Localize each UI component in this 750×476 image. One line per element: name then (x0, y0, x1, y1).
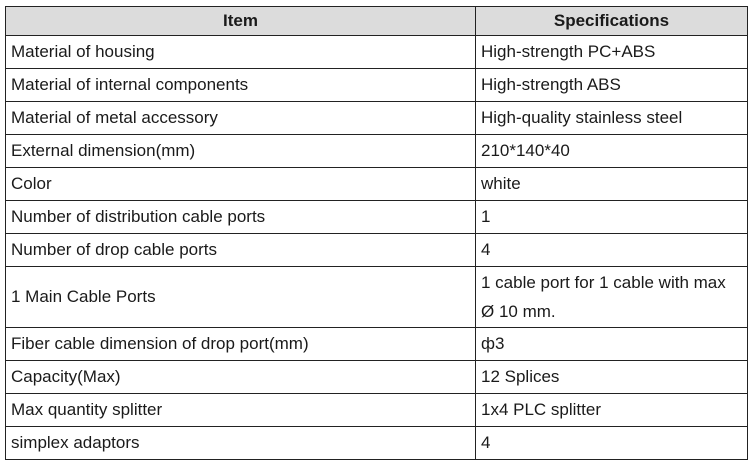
spec-cell: 1 (476, 201, 748, 234)
spec-cell: ф3 (476, 328, 748, 361)
item-cell: Number of drop cable ports (6, 234, 476, 267)
table-header-row (6, 7, 748, 36)
item-cell: Color (6, 168, 476, 201)
item-cell: External dimension(mm) (6, 135, 476, 168)
table-row (6, 168, 748, 201)
table-row (6, 394, 748, 427)
table-row (6, 135, 748, 168)
spec-table (5, 6, 748, 460)
item-cell: Material of housing (6, 36, 476, 69)
header-specifications: Specifications (476, 7, 748, 36)
spec-cell: white (476, 168, 748, 201)
spec-cell: High-strength PC+ABS (476, 36, 748, 69)
table-row (6, 201, 748, 234)
table-row (6, 361, 748, 394)
spec-cell: 12 Splices (476, 361, 748, 394)
table-row (6, 234, 748, 267)
item-cell: Material of internal components (6, 69, 476, 102)
item-cell: Material of metal accessory (6, 102, 476, 135)
item-cell: simplex adaptors (6, 427, 476, 460)
table-row (6, 36, 748, 69)
spec-cell: 1x4 PLC splitter (476, 394, 748, 427)
spec-table-container (5, 6, 747, 460)
table-row (6, 102, 748, 135)
item-cell: Fiber cable dimension of drop port(mm) (6, 328, 476, 361)
item-cell: 1 Main Cable Ports (6, 267, 476, 328)
table-row (6, 267, 748, 328)
header-item: Item (6, 7, 476, 36)
spec-cell: 210*140*40 (476, 135, 748, 168)
spec-cell: 1 cable port for 1 cable with max Ø 10 mm. (476, 267, 748, 328)
table-row (6, 427, 748, 460)
spec-cell: 4 (476, 234, 748, 267)
spec-cell: 4 (476, 427, 748, 460)
item-cell: Max quantity splitter (6, 394, 476, 427)
table-row (6, 328, 748, 361)
spec-cell: High-strength ABS (476, 69, 748, 102)
table-row (6, 69, 748, 102)
item-cell: Number of distribution cable ports (6, 201, 476, 234)
item-cell: Capacity(Max) (6, 361, 476, 394)
spec-cell: High-quality stainless steel (476, 102, 748, 135)
